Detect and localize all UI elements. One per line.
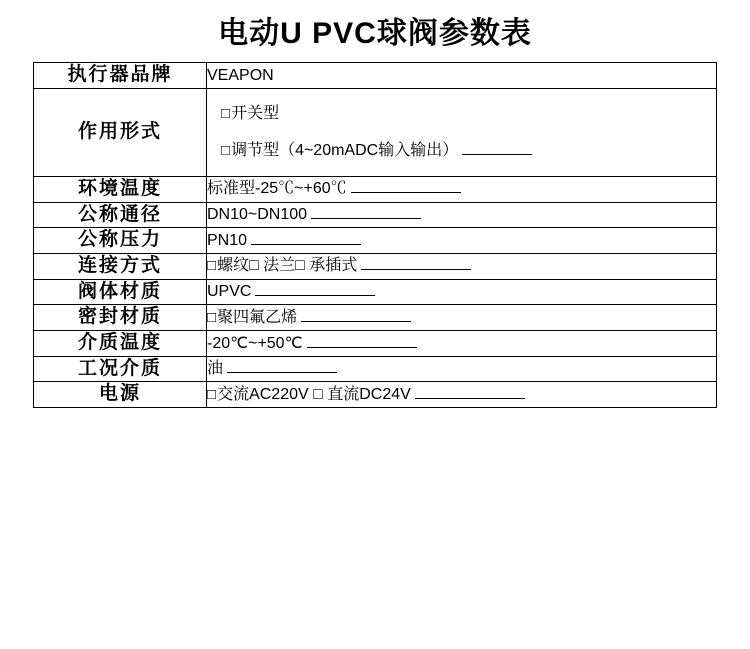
table-row	[34, 176, 717, 202]
table-row	[34, 202, 717, 228]
value-line	[207, 384, 716, 406]
row-label: 执行器品牌	[34, 63, 207, 89]
value-text: 聚四氟乙烯	[217, 308, 298, 326]
value-text: 标准型-25℃~+60℃	[207, 180, 347, 198]
value-line	[207, 65, 716, 87]
row-value	[207, 202, 717, 228]
fill-in-blank[interactable]	[361, 256, 471, 270]
row-value	[207, 88, 717, 176]
table-row	[34, 356, 717, 382]
fill-in-blank[interactable]	[307, 334, 417, 348]
row-label: 阀体材质	[34, 279, 207, 305]
fill-in-blank[interactable]	[301, 308, 411, 322]
fill-in-blank[interactable]	[311, 205, 421, 219]
value-text: 开关型	[231, 104, 280, 122]
row-label: 工况介质	[34, 356, 207, 382]
value-text: 油	[207, 360, 224, 378]
row-label: 介质温度	[34, 331, 207, 357]
value-line	[207, 255, 716, 277]
row-value	[207, 279, 717, 305]
table-row	[34, 253, 717, 279]
row-value	[207, 305, 717, 331]
value-line	[207, 204, 716, 226]
row-label: 密封材质	[34, 305, 207, 331]
fill-in-blank[interactable]	[255, 282, 375, 296]
value-text: UPVC	[207, 283, 252, 301]
table-row	[34, 331, 717, 357]
value-line	[207, 333, 716, 355]
table-row	[34, 305, 717, 331]
spec-table-body	[34, 63, 717, 408]
fill-in-blank[interactable]	[415, 385, 525, 399]
row-label: 公称压力	[34, 228, 207, 254]
fill-in-blank[interactable]	[227, 359, 337, 373]
row-label: 公称通径	[34, 202, 207, 228]
row-label: 环境温度	[34, 176, 207, 202]
fill-in-blank[interactable]	[251, 231, 361, 245]
value-line	[207, 178, 716, 200]
row-value	[207, 228, 717, 254]
row-value	[207, 63, 717, 89]
table-row	[34, 63, 717, 89]
row-value	[207, 382, 717, 408]
table-row	[34, 228, 717, 254]
value-text: -20℃~+50℃	[207, 334, 303, 352]
value-text: 螺纹□ 法兰□ 承插式	[217, 257, 358, 275]
row-value	[207, 253, 717, 279]
checkbox-icon[interactable]: □	[221, 104, 231, 122]
row-label: 电源	[34, 382, 207, 408]
page-title: 电动U PVC球阀参数表	[218, 17, 532, 50]
fill-in-blank[interactable]	[351, 179, 461, 193]
row-value	[207, 176, 717, 202]
fill-in-blank[interactable]	[462, 141, 532, 155]
value-text: VEAPON	[207, 66, 274, 84]
table-row	[34, 88, 717, 176]
value-line	[207, 358, 716, 380]
row-value	[207, 356, 717, 382]
table-row	[34, 382, 717, 408]
checkbox-icon[interactable]: □	[207, 385, 217, 403]
checkbox-icon[interactable]: □	[207, 308, 217, 326]
value-line	[207, 307, 716, 329]
value-line	[207, 230, 716, 252]
value-text: DN10~DN100	[207, 206, 308, 224]
value-text: 交流AC220V □ 直流DC24V	[217, 385, 411, 403]
value-line	[221, 140, 706, 162]
row-label: 作用形式	[34, 88, 207, 176]
checkbox-icon[interactable]: □	[207, 257, 217, 275]
value-text: PN10	[207, 231, 248, 249]
table-row	[34, 279, 717, 305]
value-line	[221, 103, 706, 125]
value-line	[207, 281, 716, 303]
checkbox-icon[interactable]: □	[221, 142, 231, 160]
spec-table	[33, 62, 717, 408]
value-text: 调节型（4~20mADC输入输出）	[231, 142, 459, 160]
row-label: 连接方式	[34, 253, 207, 279]
row-value	[207, 331, 717, 357]
